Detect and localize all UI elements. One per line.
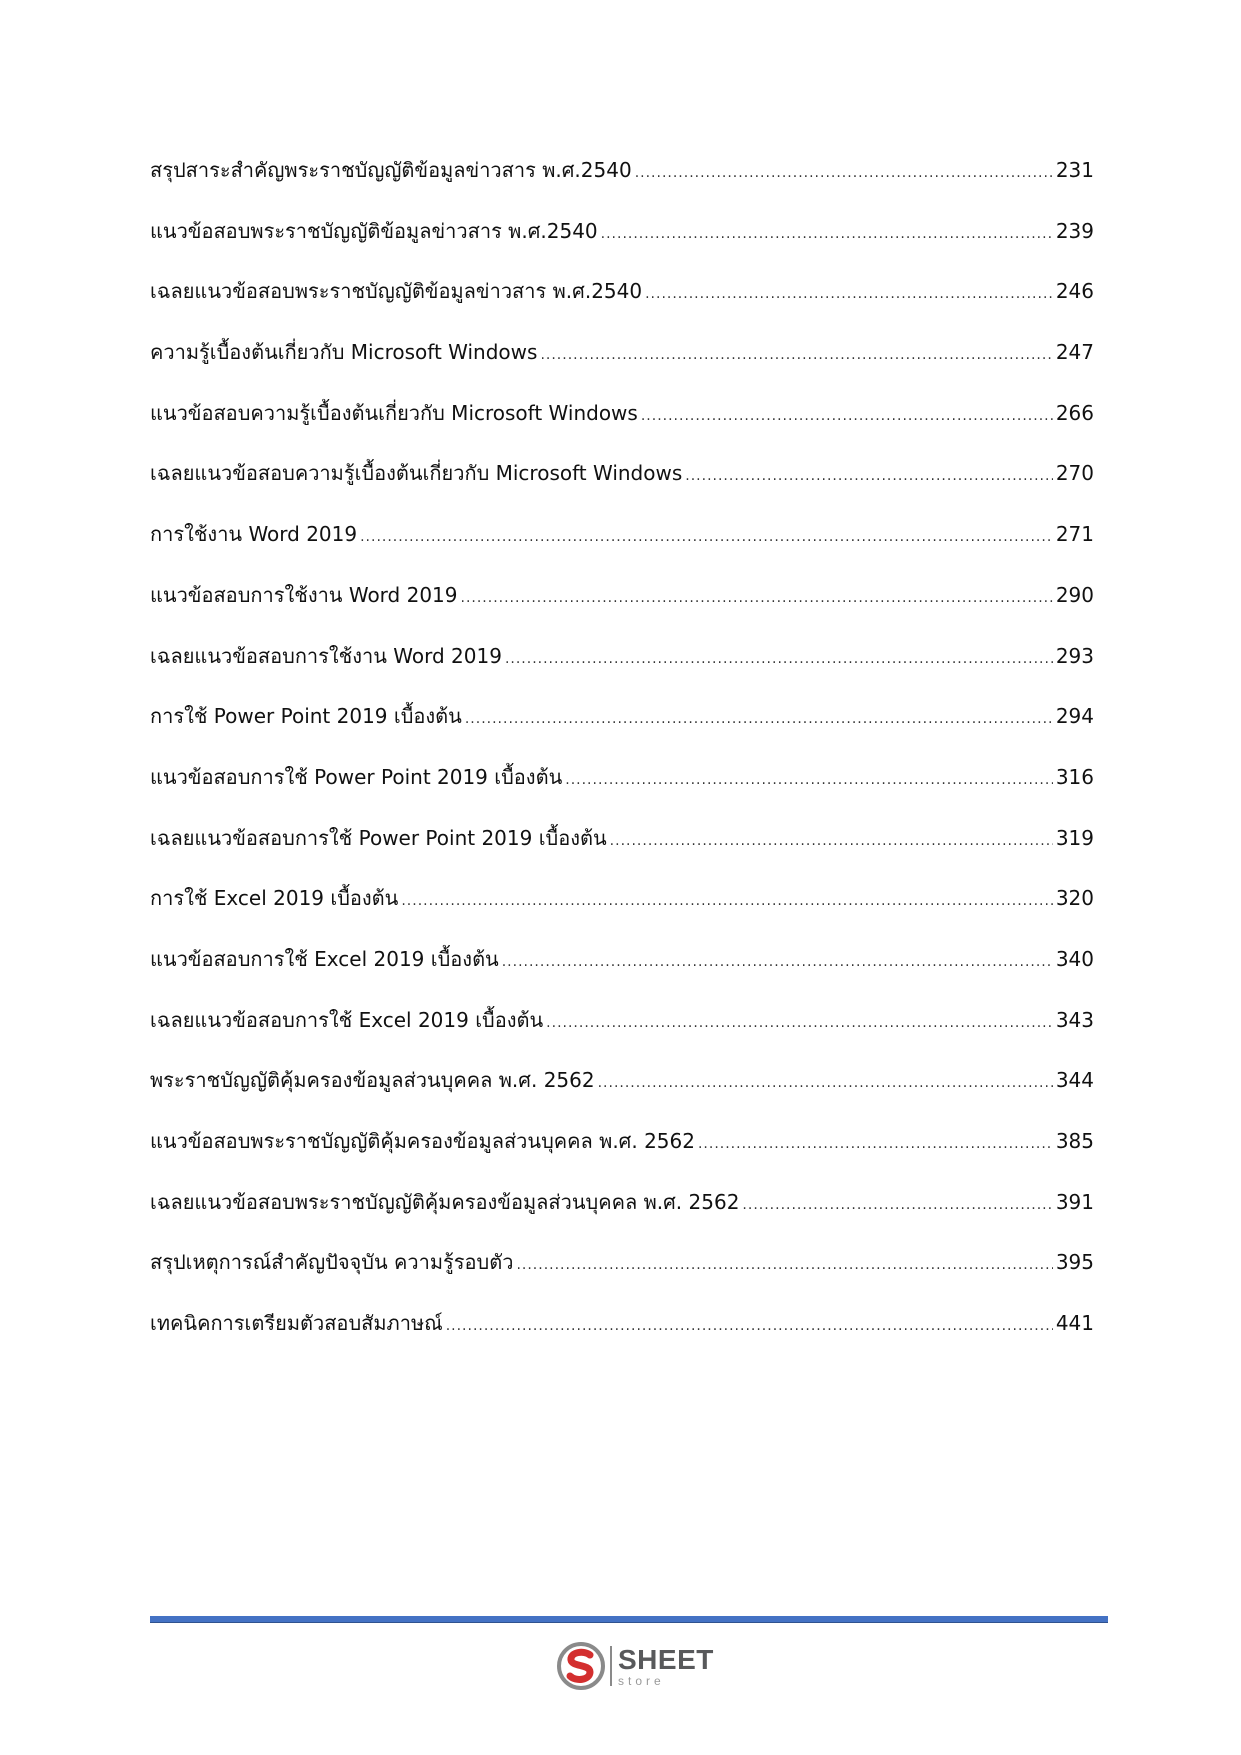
toc-entry-title: แนวข้อสอบการใช้ Excel 2019 เบื้องต้น (150, 946, 499, 971)
toc-entry[interactable] (150, 1060, 1094, 1121)
toc-entry[interactable] (150, 1182, 1094, 1243)
toc-leader-dots (446, 1306, 1053, 1346)
toc-entry-title: แนวข้อสอบพระราชบัญญัติคุ้มครองข้อมูลส่วนบุคคล พ.ศ. 2562 (150, 1129, 695, 1153)
toc-entry[interactable] (150, 575, 1094, 636)
toc-entry[interactable] (150, 1000, 1094, 1061)
toc-entry-page: 391 (1055, 1189, 1094, 1214)
toc-entry-title: เฉลยแนวข้อสอบการใช้งาน Word 2019 (150, 643, 502, 668)
toc-entry[interactable] (150, 818, 1094, 879)
toc-entry[interactable] (150, 878, 1094, 939)
toc-leader-dots (502, 942, 1053, 982)
toc-entry[interactable] (150, 636, 1094, 697)
toc-leader-dots (401, 881, 1052, 921)
toc-leader-dots (610, 821, 1053, 861)
toc-leader-dots (465, 699, 1053, 739)
toc-leader-dots (641, 396, 1053, 436)
toc-entry[interactable] (150, 211, 1094, 272)
toc-entry[interactable] (150, 757, 1094, 818)
toc-leader-dots (635, 153, 1053, 193)
toc-leader-dots (685, 456, 1053, 496)
toc-entry-page: 320 (1055, 886, 1094, 911)
toc-entry[interactable] (150, 939, 1094, 1000)
toc-entry-page: 271 (1055, 522, 1094, 547)
logo-wordmark (618, 1643, 714, 1688)
toc-entry-title: การใช้งาน Word 2019 (150, 522, 358, 547)
toc-entry-page: 270 (1055, 461, 1094, 486)
toc-entry-title: สรุปเหตุการณ์สำคัญปัจจุบัน ความรู้รอบตัว (150, 1250, 514, 1275)
toc-entry-title: แนวข้อสอบความรู้เบื้องต้นเกี่ยวกับ Microsoft Windows (150, 400, 638, 425)
toc-leader-dots (461, 578, 1053, 618)
logo-word-store: store (618, 1673, 665, 1688)
toc-entry-page: 231 (1055, 158, 1094, 182)
toc-entry[interactable] (150, 271, 1094, 332)
toc-entry-page: 239 (1055, 218, 1094, 243)
toc-entry[interactable] (150, 150, 1094, 211)
toc-leader-dots (698, 1124, 1053, 1164)
toc-entry-page: 246 (1055, 279, 1094, 304)
toc-entry-page: 340 (1055, 946, 1094, 971)
toc-entry-title: เฉลยแนวข้อสอบความรู้เบื้องต้นเกี่ยวกับ Microsoft Windows (150, 461, 683, 486)
toc-entry-page: 319 (1055, 825, 1094, 850)
toc-entry-page: 266 (1055, 400, 1094, 425)
toc-entry-page: 294 (1055, 704, 1094, 729)
toc-leader-dots (598, 1063, 1053, 1103)
toc-entry-page: 247 (1055, 340, 1094, 365)
toc-entry[interactable] (150, 1121, 1094, 1182)
toc-entry-page: 441 (1055, 1311, 1094, 1336)
logo-word-sheet: SHEET (618, 1643, 714, 1675)
sheet-store-logo (556, 1640, 714, 1692)
toc-leader-dots (505, 639, 1053, 679)
toc-entry[interactable] (150, 696, 1094, 757)
toc-leader-dots (565, 760, 1053, 800)
toc-entry-title: พระราชบัญญัติคุ้มครองข้อมูลส่วนบุคคล พ.ศ. 2562 (150, 1068, 595, 1093)
logo-divider (610, 1646, 612, 1686)
toc-entry[interactable] (150, 453, 1094, 514)
toc-leader-dots (360, 517, 1053, 557)
toc-entry-page: 343 (1055, 1007, 1094, 1032)
toc-entry[interactable] (150, 332, 1094, 393)
toc-entry-page: 316 (1055, 764, 1094, 789)
footer-divider (150, 1616, 1108, 1623)
toc-entry-title: เฉลยแนวข้อสอบพระราชบัญญัติคุ้มครองข้อมูลส่วนบุคคล พ.ศ. 2562 (150, 1189, 740, 1214)
toc-entry-title: เฉลยแนวข้อสอบการใช้ Power Point 2019 เบื้องต้น (150, 825, 607, 850)
toc-entry-title: เฉลยแนวข้อสอบพระราชบัญญัติข้อมูลข่าวสาร พ.ศ.2540 (150, 279, 643, 304)
toc-entry-title: เทคนิคการเตรียมตัวสอบสัมภาษณ์ (150, 1311, 443, 1336)
toc-entry-title: แนวข้อสอบการใช้ Power Point 2019 เบื้องต้น (150, 764, 563, 789)
toc-entry-title: การใช้ Excel 2019 เบื้องต้น (150, 886, 399, 911)
toc-entry-page: 395 (1055, 1250, 1094, 1275)
toc-entry[interactable] (150, 514, 1094, 575)
toc-leader-dots (645, 274, 1053, 314)
toc-leader-dots (540, 335, 1052, 375)
toc-entry-title: การใช้ Power Point 2019 เบื้องต้น (150, 704, 462, 729)
toc-entry-title: แนวข้อสอบการใช้งาน Word 2019 (150, 582, 458, 607)
toc-leader-dots (601, 214, 1053, 254)
toc-leader-dots (546, 1003, 1053, 1043)
toc-entry-page: 290 (1055, 582, 1094, 607)
toc-entry[interactable] (150, 1303, 1094, 1364)
toc-entry-page: 385 (1055, 1129, 1094, 1153)
toc-entry-title: เฉลยแนวข้อสอบการใช้ Excel 2019 เบื้องต้น (150, 1007, 544, 1032)
toc-entry[interactable] (150, 1242, 1094, 1303)
toc-entry-title: แนวข้อสอบพระราชบัญญัติข้อมูลข่าวสาร พ.ศ.2540 (150, 218, 598, 243)
toc-leader-dots (742, 1185, 1052, 1225)
toc-entry-page: 344 (1055, 1068, 1094, 1093)
sheet-logo-icon (556, 1641, 606, 1691)
toc-entry[interactable] (150, 393, 1094, 454)
toc-entry-page: 293 (1055, 643, 1094, 668)
table-of-contents (150, 150, 1094, 1364)
toc-entry-title: ความรู้เบื้องต้นเกี่ยวกับ Microsoft Windows (150, 340, 538, 365)
toc-entry-title: สรุปสาระสำคัญพระราชบัญญัติข้อมูลข่าวสาร พ.ศ.2540 (150, 158, 632, 182)
toc-leader-dots (516, 1245, 1052, 1285)
